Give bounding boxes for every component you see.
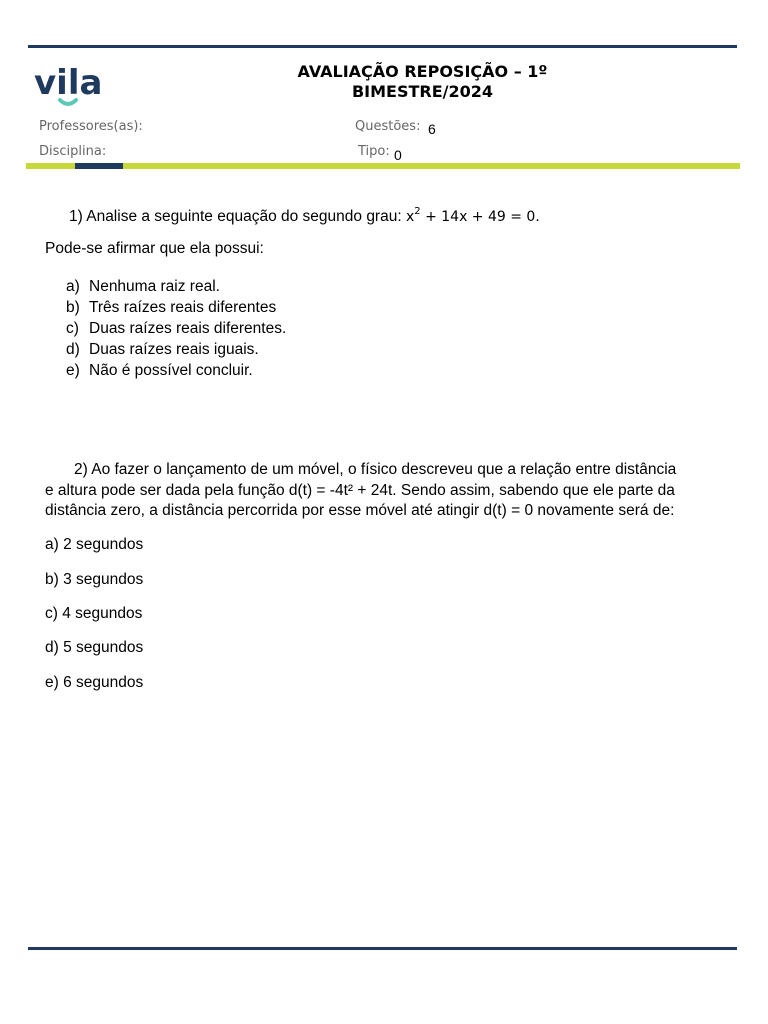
logo-wordmark: vila — [34, 63, 103, 103]
option-letter: d) — [66, 341, 80, 358]
option-text: Duas raízes reais diferentes. — [89, 320, 287, 337]
question-2-option-d: d) 5 segundos — [45, 639, 144, 656]
list-item — [66, 318, 286, 339]
question-1-prefix: 1) Analise a seguinte equação do segundo grau: — [69, 208, 406, 225]
option-text: Duas raízes reais iguais. — [89, 341, 259, 358]
disciplina-label: Disciplina: — [39, 144, 107, 159]
equation-base: x — [405, 209, 415, 225]
header-top-rule — [28, 45, 737, 48]
question-1-options — [66, 276, 286, 381]
option-letter: a) — [66, 278, 80, 295]
list-item — [66, 297, 286, 318]
equation-end: . — [535, 208, 540, 225]
header-accent-segment — [75, 163, 123, 169]
questoes-value: 6 — [428, 121, 436, 137]
question-1-stem: Pode-se afirmar que ela possui: — [45, 240, 264, 257]
tipo-value: 0 — [394, 147, 402, 163]
question-2-option-c: c) 4 segundos — [45, 605, 143, 622]
option-letter: c) — [66, 320, 79, 337]
equation-rest: + 14x + 49 = 0 — [420, 209, 536, 225]
question-2-line-1: 2) Ao fazer o lançamento de um móvel, o físico descreveu que a relação entre distância — [74, 461, 677, 478]
vila-logo — [34, 62, 114, 110]
question-2-option-b: b) 3 segundos — [45, 571, 144, 588]
exam-title — [240, 62, 605, 102]
professores-label: Professores(as): — [39, 119, 143, 134]
option-letter: e) — [66, 362, 80, 379]
question-1-prompt — [69, 201, 540, 228]
list-item — [66, 339, 286, 360]
list-item — [66, 360, 286, 381]
option-text: Nenhuma raiz real. — [89, 278, 220, 295]
header-accent-bar — [26, 163, 740, 169]
tipo-label: Tipo: — [358, 144, 390, 159]
question-2-line-2: e altura pode ser dada pela função d(t) = -4t² + 24t. Sendo assim, sabendo que ele parte da — [45, 481, 675, 499]
question-2-prompt — [45, 460, 722, 522]
question-2-line-3: distância zero, a distância percorrida por esse móvel até atingir d(t) = 0 novamente será de: — [45, 502, 675, 519]
option-text: Três raízes reais diferentes — [89, 299, 277, 316]
question-2-option-e: e) 6 segundos — [45, 674, 144, 691]
title-line-1: AVALIAÇÃO REPOSIÇÃO – 1º — [297, 62, 548, 81]
question-2-option-a: a) 2 segundos — [45, 536, 144, 553]
option-letter: b) — [66, 299, 80, 316]
footer-rule — [28, 947, 737, 950]
title-line-2: BIMESTRE/2024 — [351, 82, 494, 101]
question-1-equation — [405, 206, 536, 225]
equation-exponent: 2 — [414, 206, 421, 217]
list-item — [66, 276, 286, 297]
option-text: Não é possível concluir. — [89, 362, 253, 379]
questoes-label: Questões: — [355, 119, 421, 134]
